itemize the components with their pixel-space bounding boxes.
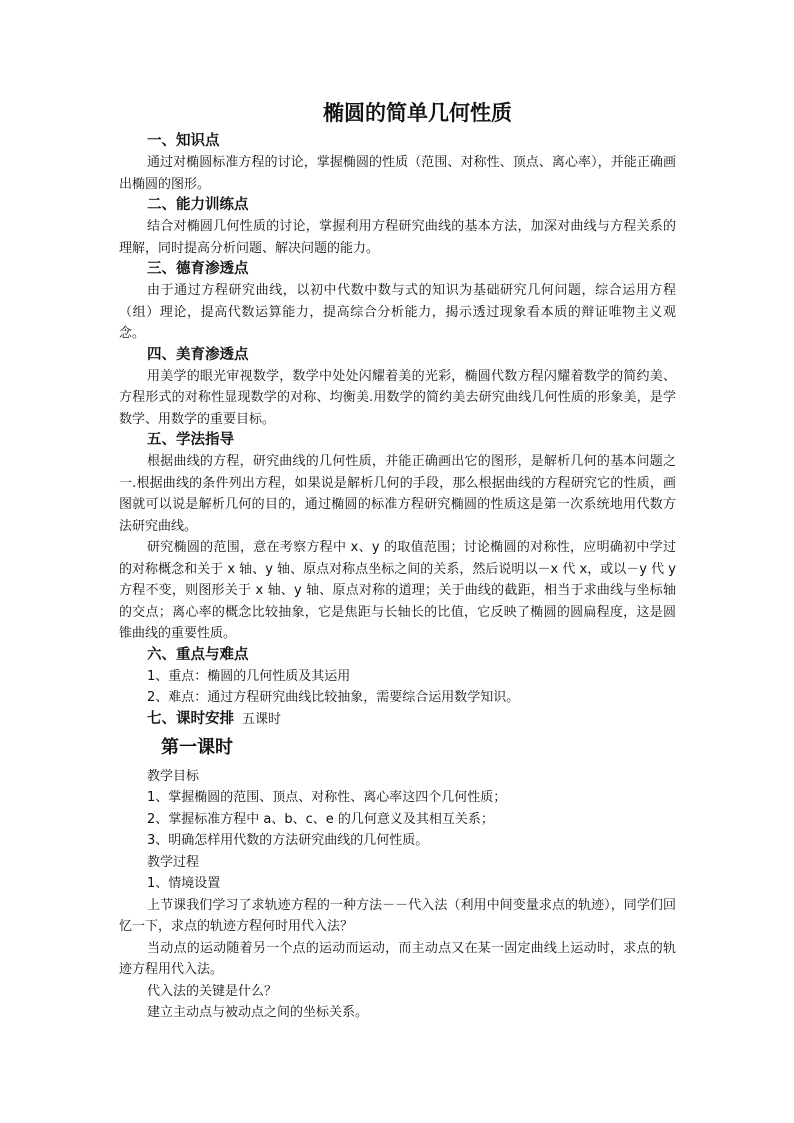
lesson-paragraph: 建立主动点与被动点之间的坐标关系。	[147, 1005, 369, 1020]
section-paragraph: 由于通过方程研究曲线，以初中代数中数与式的知识为基础研究几何问题，综合运用方程（组）理论，提高代数运算能力，提高综合分析能力，揭示透过现象看本质的辩证唯物主义观念。	[119, 283, 676, 341]
list-item: 2、难点：通过方程研究曲线比较抽象，需要综合运用数学知识。	[147, 690, 520, 705]
section-heading-moral: 三、德育渗透点	[147, 261, 249, 277]
list-item: 1、掌握椭圆的范围、顶点、对称性、离心率这四个几何性质；	[147, 790, 507, 805]
section-heading-key-points: 六、重点与难点	[147, 646, 249, 663]
goal-label: 教学目标	[147, 768, 200, 784]
section-heading-method: 五、学法指导	[147, 432, 234, 448]
document-title: 椭圆的简单几何性质	[323, 101, 512, 125]
lesson-heading: 第一课时	[161, 736, 233, 758]
list-item: 2、掌握标准方程中 a、b、c、e 的几何意义及其相互关系；	[147, 811, 494, 827]
lesson-paragraph: 代入法的关键是什么？	[147, 983, 278, 999]
schedule-heading-text: 七、课时安排	[147, 710, 234, 727]
process-label: 教学过程	[147, 854, 200, 870]
section-heading-schedule	[119, 709, 676, 730]
section-heading-ability: 二、能力训练点	[147, 197, 249, 213]
section-heading-aesthetic: 四、美育渗透点	[147, 346, 249, 363]
step-label: 1、情境设置	[147, 876, 221, 891]
schedule-value: 五课时	[242, 711, 282, 727]
lesson-paragraph: 上节课我们学习了求轨迹方程的一种方法－－代入法（利用中间变量求点的轨迹），同学们回忆一下，求点的轨迹方程何时用代入法？	[119, 897, 676, 934]
section-heading-knowledge: 一、知识点	[147, 133, 220, 149]
section-paragraph: 根据曲线的方程，研究曲线的几何性质，并能正确画出它的图形，是解析几何的基本问题之一.根据曲线的条件列出方程，如果说是解析几何的手段，那么根据曲线的方程研究它的性质，画图就可以说是解析几何的目的，通过椭圆的标准方程研究椭圆的性质这是第一次系统地用代数方法研究曲线。	[119, 454, 676, 534]
list-item: 1、重点：椭圆的几何性质及其运用	[147, 668, 351, 684]
section-paragraph: 研究椭圆的范围，意在考察方程中 x、y 的取值范围；讨论椭圆的对称性，应明确初中学过的对称概念和关于 x 轴、y 轴、原点对称点坐标之间的关系，然后说明以－x 代 x，或以－y 代 y 方程不变，则图形关于 x 轴、y 轴、原点对称的道理；关于曲线的截距，相当于求曲线与坐标轴的交点；离心率的概念比较抽象，它是焦距与长轴长的比值，它反映了椭圆的圆扁程度，这是圆锥曲线的重要性质。	[119, 540, 676, 641]
section-paragraph: 通过对椭圆标准方程的讨论，掌握椭圆的性质（范围、对称性、顶点、离心率），并能正确画出椭圆的图形。	[119, 155, 676, 192]
lesson-paragraph: 当动点的运动随着另一个点的运动而运动，而主动点又在某一固定曲线上运动时，求点的轨迹方程用代入法。	[119, 940, 676, 977]
section-paragraph: 用美学的眼光审视数学，数学中处处闪耀着美的光彩，椭圆代数方程闪耀着数学的简约美、方程形式的对称性显现数学的对称、均衡美.用数学的简约美去研究曲线几何性质的形象美，是学数学、用数学的重要目标。	[119, 368, 676, 427]
section-paragraph: 结合对椭圆几何性质的讨论，掌握利用方程研究曲线的基本方法，加深对曲线与方程关系的理解，同时提高分析问题、解决问题的能力。	[119, 219, 676, 256]
list-item: 3、明确怎样用代数的方法研究曲线的几何性质。	[147, 833, 429, 848]
document-page	[119, 98, 676, 1024]
